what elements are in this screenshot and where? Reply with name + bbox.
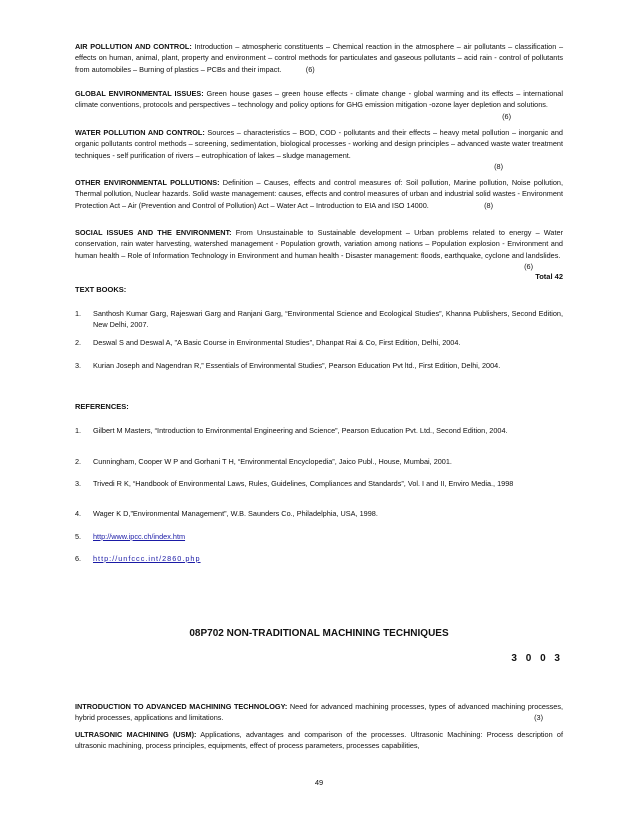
section-body: Applications, advantages and comparison of the processes. Ultrasonic Machining: Process description of ultrasonic machining, process principles, equipments, effect of process parameters, processes capabilities, bbox=[75, 730, 563, 751]
item-number: 4. bbox=[75, 509, 82, 518]
section-body: From Unsustainable to Sustainable development – Urban problems related to energy – Water conservation, rain water harvesting, watershed management - Population growth, variation among nations – Population explosion - Environment and human health – Role of Information Technology in Environment and human health - Disaster management: floods, earthquake, cyclone and landslides. bbox=[75, 228, 564, 260]
section-mark: (8) bbox=[494, 161, 503, 171]
section-heading: WATER POLLUTION AND CONTROL: bbox=[75, 128, 205, 137]
reference-item bbox=[75, 478, 563, 489]
item-text: Wager K D,”Environmental Management”, W.B. Saunders Co., Philadelphia, USA, 1998. bbox=[93, 509, 378, 518]
textbook-item bbox=[75, 308, 563, 331]
section-heading: ULTRASONIC MACHINING (USM): bbox=[75, 730, 197, 739]
reference-item bbox=[75, 531, 563, 542]
course-title: 08P702 NON-TRADITIONAL MACHINING TECHNIQUES bbox=[189, 628, 449, 639]
section-mark: (3) bbox=[534, 713, 543, 723]
item-number: 2. bbox=[75, 457, 82, 466]
reference-item bbox=[75, 425, 563, 436]
section-heading: INTRODUCTION TO ADVANCED MACHINING TECHNOLOGY: bbox=[75, 702, 288, 711]
section-advanced-machining bbox=[75, 701, 563, 724]
unfccc-link[interactable]: http://unfccc.int/2860.php bbox=[93, 554, 201, 563]
item-number: 2. bbox=[75, 338, 82, 347]
item-number: 3. bbox=[75, 479, 82, 488]
reference-item bbox=[75, 456, 563, 467]
item-number: 1. bbox=[75, 426, 82, 435]
course-credits: 3 0 0 3 bbox=[511, 653, 563, 664]
section-body: Need for advanced machining processes, types of advanced machining processes, hybrid processes, applications and limitations. bbox=[75, 702, 563, 723]
section-heading: SOCIAL ISSUES AND THE ENVIRONMENT: bbox=[75, 228, 232, 237]
textbooks-heading: TEXT BOOKS: bbox=[75, 285, 127, 294]
item-text: Cunningham, Cooper W P and Gorhani T H, “Environmental Encyclopedia”, Jaico Publ., House, Mumbai, 2001. bbox=[93, 457, 452, 466]
section-mark: (8) bbox=[484, 200, 493, 210]
references-heading: REFERENCES: bbox=[75, 402, 129, 411]
textbook-item bbox=[75, 337, 563, 348]
section-ultrasonic-machining bbox=[75, 729, 563, 752]
item-number: 6. bbox=[75, 554, 82, 563]
item-number: 3. bbox=[75, 361, 82, 370]
reference-item bbox=[75, 553, 563, 564]
item-number: 5. bbox=[75, 532, 82, 541]
item-text: Kurian Joseph and Nagendran R,” Essentials of Environmental Studies”, Pearson Education Pvt ltd., First Edition, Delhi, 2004. bbox=[93, 361, 501, 370]
section-heading: AIR POLLUTION AND CONTROL: bbox=[75, 42, 192, 51]
section-global-issues bbox=[75, 88, 563, 122]
textbook-item bbox=[75, 360, 563, 371]
reference-item bbox=[75, 508, 563, 519]
item-text: Deswal S and Deswal A, ”A Basic Course in Environmental Studies”, Dhanpat Rai & Co, First Edition, Delhi, 2004. bbox=[93, 338, 461, 347]
section-heading: OTHER ENVIRONMENTAL POLLUTIONS: bbox=[75, 178, 220, 187]
section-mark: (6) bbox=[502, 111, 511, 121]
item-text: Santhosh Kumar Garg, Rajeswari Garg and Ranjani Garg, “Environmental Science and Ecological Studies”, Khanna Publishers, Second Edition, New Delhi, 2007. bbox=[93, 309, 563, 330]
section-body: Introduction – atmospheric constituents – Chemical reaction in the atmosphere – air pollutants – classification – effects on human, animal, plant, property and environment – control methods for particulates and gaseous pollutants – acid rain - control of pollutants from automobiles – Burning of plastics – PCBs and their impact. bbox=[75, 42, 564, 74]
item-number: 1. bbox=[75, 309, 82, 318]
section-heading: GLOBAL ENVIRONMENTAL ISSUES: bbox=[75, 89, 204, 98]
section-body: Definition – Causes, effects and control measures of: Soil pollution, Marine pollution, Noise pollution, Thermal pollution, Nuclear hazards. Solid waste management: causes, effects and control measures of urban and industrial solid wastes - Environment Protection Act – Air (Prevention and Control of Pollution) Act – Water Act – Introduction to EIA and ISO 14000. bbox=[75, 178, 563, 210]
page-number: 49 bbox=[314, 778, 324, 787]
item-text: Trivedi R K, “Handbook of Environmental Laws, Rules, Guidelines, Compliances and Standards”, Vol. I and II, Enviro Media., 1998 bbox=[93, 479, 514, 488]
section-mark: (6) bbox=[305, 64, 315, 74]
section-social-issues bbox=[75, 227, 563, 272]
section-body: Green house gases – green house effects - climate change - global warming and its effects – international climate conventions, protocols and perspectives – technology and policy options for GHG emission mitigation -ozone layer depletion and solutions. bbox=[75, 89, 563, 110]
item-text: Gilbert M Masters, “Introduction to Environmental Engineering and Science”, Pearson Education Pvt. Ltd., Second Edition, 2004. bbox=[93, 426, 508, 435]
section-body: Sources – characteristics – BOD, COD - pollutants and their effects – heavy metal pollution – inorganic and organic pollutants control methods – screening, sedimentation, biological processes - working and design principles – advanced waste water treatment techniques - self purification of rivers – eutrophication of lakes – sludge management. bbox=[75, 128, 563, 160]
section-air-pollution bbox=[75, 41, 563, 75]
ipcc-link[interactable]: http://www.ipcc.ch/index.htm bbox=[93, 532, 186, 541]
section-other-pollutions bbox=[75, 177, 563, 211]
total-hours: Total 42 bbox=[535, 272, 563, 281]
section-mark: (6) bbox=[524, 261, 533, 271]
section-water-pollution bbox=[75, 127, 563, 172]
